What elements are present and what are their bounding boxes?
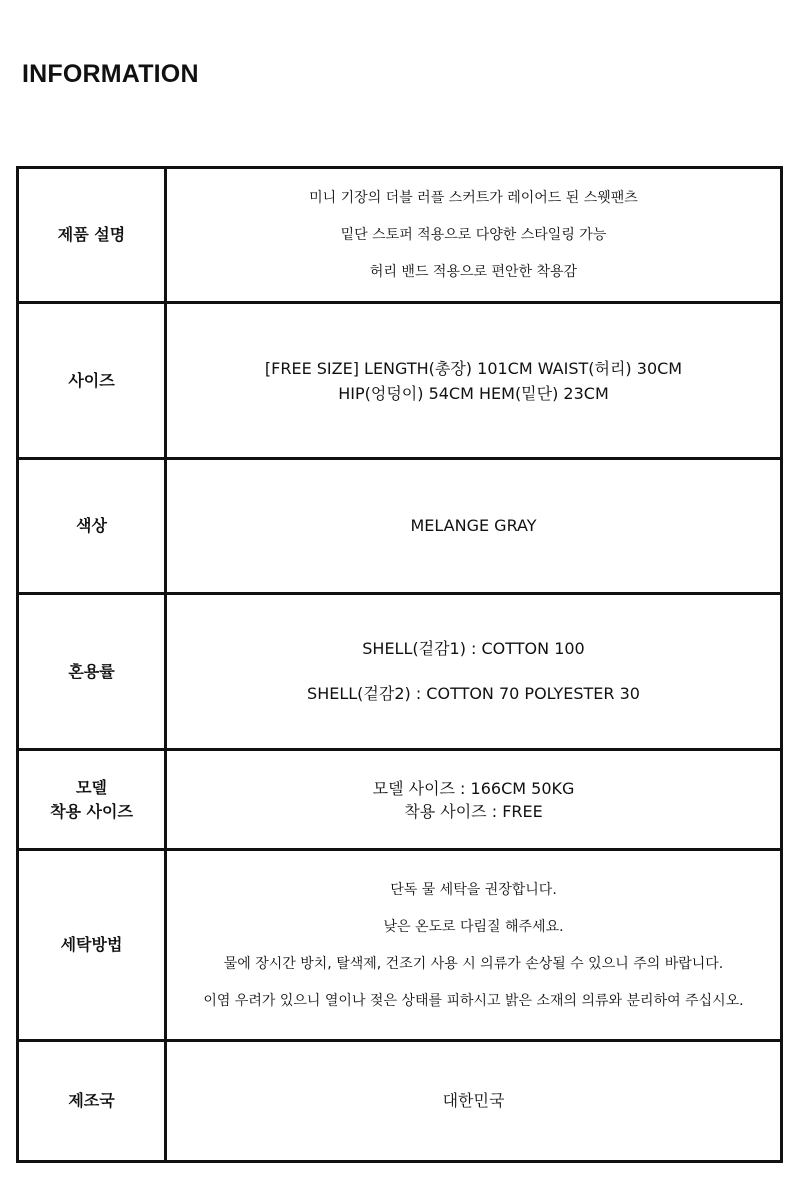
size-value xyxy=(166,303,782,459)
material-row xyxy=(18,594,782,750)
material-line: SHELL(겉감2) : COTTON 70 POLYESTER 30 xyxy=(307,684,640,703)
description-label: 제품 설명 xyxy=(18,168,166,303)
washing-line: 물에 장시간 방치, 탈색제, 건조기 사용 시 의류가 손상될 수 있으니 주의 바랍니다. xyxy=(223,955,724,972)
size-line: HIP(엉덩이) 54CM HEM(밑단) 23CM xyxy=(338,383,609,403)
model-line: 모델 사이즈 : 166CM 50KG xyxy=(372,778,575,798)
washing-line: 단독 물 세탁을 권장합니다. xyxy=(390,881,557,898)
color-row xyxy=(18,459,782,594)
product-info-table xyxy=(16,166,783,1163)
description-value xyxy=(166,168,782,303)
washing-line: 낮은 온도로 다림질 해주세요. xyxy=(383,918,564,935)
description-line: 허리 밴드 적용으로 편안한 착용감 xyxy=(369,264,578,280)
material-line: SHELL(겉감1) : COTTON 100 xyxy=(362,639,585,658)
color-value: MELANGE GRAY xyxy=(166,459,782,594)
size-line: [FREE SIZE] LENGTH(총장) 101CM WAIST(허리) 30CM xyxy=(264,358,683,378)
model-label-line: 착용 사이즈 xyxy=(50,801,133,821)
description-line: 밑단 스토퍼 적용으로 다양한 스타일링 가능 xyxy=(340,227,607,243)
size-label: 사이즈 xyxy=(18,303,166,459)
material-value xyxy=(166,594,782,750)
material-label: 혼용률 xyxy=(18,594,166,750)
model-value xyxy=(166,750,782,850)
model-label xyxy=(18,750,166,850)
page-title: INFORMATION xyxy=(22,60,199,88)
origin-row xyxy=(18,1041,782,1162)
washing-label: 세탁방법 xyxy=(18,850,166,1041)
color-label: 색상 xyxy=(18,459,166,594)
washing-line: 이염 우려가 있으니 열이나 젖은 상태를 피하시고 밝은 소재의 의류와 분리하여 주십시오. xyxy=(203,992,744,1009)
description-row xyxy=(18,168,782,303)
model-line: 착용 사이즈 : FREE xyxy=(404,801,543,821)
description-line: 미니 기장의 더블 러플 스커트가 레이어드 된 스웻팬츠 xyxy=(309,190,638,206)
washing-row xyxy=(18,850,782,1041)
origin-label: 제조국 xyxy=(18,1041,166,1162)
size-row xyxy=(18,303,782,459)
origin-value: 대한민국 xyxy=(166,1041,782,1162)
model-row xyxy=(18,750,782,850)
model-label-line: 모델 xyxy=(76,777,107,797)
washing-value xyxy=(166,850,782,1041)
